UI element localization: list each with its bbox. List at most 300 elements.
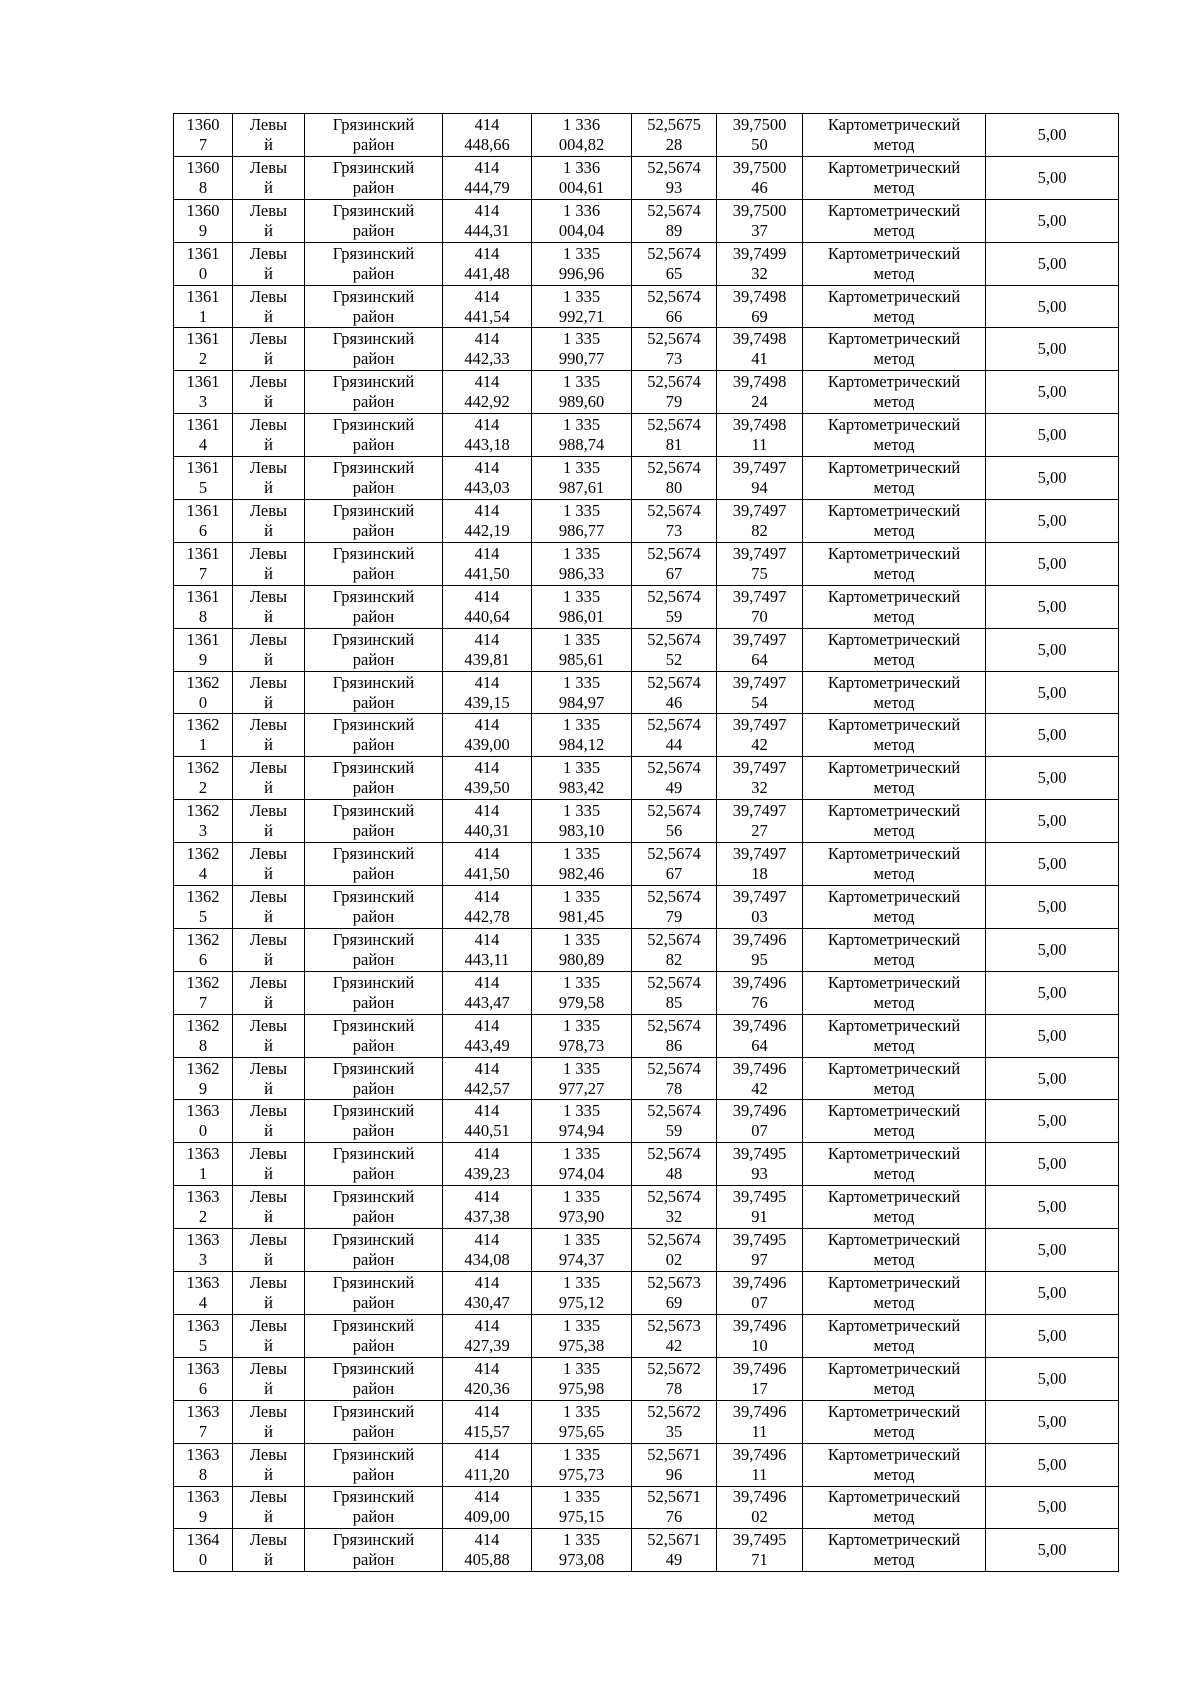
- y-coordinate-cell: [532, 1100, 632, 1143]
- latitude-cell: [632, 457, 717, 500]
- longitude-cell: [717, 585, 803, 628]
- y-coordinate-cell: [532, 928, 632, 971]
- side-cell-line: Левы: [249, 543, 288, 563]
- method-cell-line: метод: [873, 478, 915, 498]
- x-coordinate-cell: [443, 714, 532, 757]
- x-coordinate-cell-line: 414: [474, 1444, 500, 1464]
- longitude-cell-line: 39,7496: [732, 972, 787, 992]
- latitude-cell-line: 52,5674: [647, 929, 701, 949]
- side-cell-line: й: [264, 1121, 273, 1141]
- x-coordinate-cell: [443, 1229, 532, 1272]
- table-row: [174, 199, 1119, 242]
- longitude-cell-line: 39,7498: [732, 415, 787, 435]
- point-number-cell-line: 5: [198, 906, 208, 926]
- latitude-cell: [632, 1443, 717, 1486]
- latitude-cell-line: 78: [665, 1078, 683, 1098]
- y-coordinate-cell-line: 983,10: [558, 821, 605, 841]
- longitude-cell-line: 39,7497: [732, 715, 787, 735]
- latitude-cell-line: 52,5674: [647, 715, 701, 735]
- point-number-cell-line: 1363: [186, 1272, 220, 1292]
- point-number-cell-line: 1363: [186, 1101, 220, 1121]
- point-number-cell-line: 5: [198, 1335, 208, 1355]
- latitude-cell-line: 96: [665, 1464, 683, 1484]
- y-coordinate-cell: [532, 542, 632, 585]
- method-cell: [803, 1057, 986, 1100]
- method-cell: [803, 1443, 986, 1486]
- method-cell-line: Картометрический: [827, 500, 961, 520]
- table-row: [174, 457, 1119, 500]
- longitude-cell: [717, 328, 803, 371]
- side-cell-line: Левы: [249, 157, 288, 177]
- y-coordinate-cell-line: 1 335: [562, 1272, 601, 1292]
- district-cell-line: Грязинский: [332, 157, 415, 177]
- longitude-cell-line: 39,7495: [732, 1230, 787, 1250]
- table-row: [174, 328, 1119, 371]
- longitude-cell-line: 11: [751, 435, 768, 455]
- latitude-cell-line: 52,5674: [647, 629, 701, 649]
- side-cell-line: й: [264, 606, 273, 626]
- method-cell-line: метод: [873, 649, 915, 669]
- latitude-cell: [632, 328, 717, 371]
- method-cell-line: метод: [873, 1550, 915, 1570]
- point-number-cell-line: 9: [198, 1507, 208, 1527]
- side-cell-line: й: [264, 1335, 273, 1355]
- method-cell-line: Картометрический: [827, 1015, 961, 1035]
- longitude-cell-line: 76: [751, 992, 768, 1012]
- latitude-cell: [632, 242, 717, 285]
- latitude-cell-line: 59: [665, 606, 683, 626]
- longitude-cell: [717, 542, 803, 585]
- method-cell-line: метод: [873, 134, 915, 154]
- district-cell-line: Грязинский: [332, 243, 415, 263]
- error-cell: 5,00: [986, 1486, 1119, 1529]
- x-coordinate-cell-line: 440,31: [464, 821, 510, 841]
- x-coordinate-cell: [443, 757, 532, 800]
- district-cell-line: район: [352, 1378, 395, 1398]
- method-cell: [803, 199, 986, 242]
- point-number-cell-line: 0: [198, 1550, 208, 1570]
- longitude-cell-line: 64: [751, 649, 768, 669]
- table-row: [174, 1186, 1119, 1229]
- y-coordinate-cell: [532, 285, 632, 328]
- point-number-cell: [174, 1529, 233, 1572]
- method-cell-line: метод: [873, 906, 915, 926]
- longitude-cell-line: 64: [751, 1035, 768, 1055]
- latitude-cell-line: 73: [665, 520, 683, 540]
- y-coordinate-cell-line: 1 335: [562, 1530, 601, 1550]
- y-coordinate-cell: [532, 1014, 632, 1057]
- x-coordinate-cell: [443, 1400, 532, 1443]
- side-cell-line: й: [264, 735, 273, 755]
- district-cell-line: Грязинский: [332, 1358, 415, 1378]
- y-coordinate-cell-line: 1 335: [562, 801, 601, 821]
- method-cell-line: метод: [873, 392, 915, 412]
- side-cell-line: й: [264, 1421, 273, 1441]
- district-cell-line: Грязинский: [332, 1401, 415, 1421]
- y-coordinate-cell-line: 982,46: [558, 864, 605, 884]
- method-cell-line: Картометрический: [827, 886, 961, 906]
- y-coordinate-cell-line: 989,60: [558, 392, 605, 412]
- method-cell: [803, 1229, 986, 1272]
- method-cell-line: метод: [873, 692, 915, 712]
- longitude-cell-line: 07: [751, 1121, 768, 1141]
- latitude-cell-line: 44: [665, 735, 683, 755]
- longitude-cell-line: 39,7496: [732, 1358, 787, 1378]
- district-cell-line: район: [352, 1250, 395, 1270]
- district-cell: [305, 1314, 443, 1357]
- method-cell: [803, 1400, 986, 1443]
- latitude-cell-line: 52,5671: [647, 1530, 701, 1550]
- district-cell-line: район: [352, 1335, 395, 1355]
- district-cell: [305, 971, 443, 1014]
- district-cell-line: район: [352, 435, 395, 455]
- side-cell-line: й: [264, 177, 273, 197]
- x-coordinate-cell-line: 441,50: [464, 563, 510, 583]
- latitude-cell-line: 65: [665, 263, 683, 283]
- point-number-cell-line: 4: [198, 435, 208, 455]
- longitude-cell-line: 39,7499: [732, 243, 787, 263]
- point-number-cell: [174, 156, 233, 199]
- district-cell: [305, 714, 443, 757]
- side-cell: [233, 199, 305, 242]
- method-cell: [803, 628, 986, 671]
- side-cell-line: Левы: [249, 1101, 288, 1121]
- y-coordinate-cell: [532, 1272, 632, 1315]
- table-row: [174, 1100, 1119, 1143]
- method-cell-line: Картометрический: [827, 372, 961, 392]
- side-cell: [233, 1443, 305, 1486]
- side-cell-line: й: [264, 649, 273, 669]
- district-cell: [305, 843, 443, 886]
- side-cell-line: Левы: [249, 929, 288, 949]
- method-cell-line: Картометрический: [827, 286, 961, 306]
- latitude-cell: [632, 500, 717, 543]
- latitude-cell-line: 52,5674: [647, 672, 701, 692]
- longitude-cell: [717, 1529, 803, 1572]
- method-cell-line: метод: [873, 864, 915, 884]
- longitude-cell-line: 71: [751, 1550, 768, 1570]
- side-cell-line: Левы: [249, 1272, 288, 1292]
- x-coordinate-cell: [443, 500, 532, 543]
- latitude-cell-line: 67: [665, 864, 683, 884]
- latitude-cell: [632, 757, 717, 800]
- point-number-cell: [174, 1057, 233, 1100]
- y-coordinate-cell-line: 1 335: [562, 1401, 601, 1421]
- point-number-cell: [174, 971, 233, 1014]
- point-number-cell: [174, 542, 233, 585]
- method-cell-line: метод: [873, 1121, 915, 1141]
- x-coordinate-cell: [443, 1529, 532, 1572]
- y-coordinate-cell: [532, 1443, 632, 1486]
- x-coordinate-cell: [443, 971, 532, 1014]
- x-coordinate-cell-line: 414: [474, 415, 500, 435]
- method-cell: [803, 328, 986, 371]
- table-row: [174, 414, 1119, 457]
- y-coordinate-cell: [532, 114, 632, 157]
- side-cell-line: Левы: [249, 1187, 288, 1207]
- y-coordinate-cell-line: 974,04: [558, 1164, 605, 1184]
- latitude-cell-line: 52,5674: [647, 758, 701, 778]
- y-coordinate-cell: [532, 1486, 632, 1529]
- latitude-cell: [632, 585, 717, 628]
- point-number-cell: [174, 1443, 233, 1486]
- latitude-cell-line: 79: [665, 392, 683, 412]
- x-coordinate-cell: [443, 1314, 532, 1357]
- x-coordinate-cell: [443, 156, 532, 199]
- method-cell-line: Картометрический: [827, 844, 961, 864]
- x-coordinate-cell: [443, 671, 532, 714]
- latitude-cell: [632, 886, 717, 929]
- y-coordinate-cell-line: 984,97: [558, 692, 605, 712]
- longitude-cell-line: 69: [751, 306, 768, 326]
- method-cell: [803, 928, 986, 971]
- error-cell: 5,00: [986, 1529, 1119, 1572]
- district-cell: [305, 1186, 443, 1229]
- district-cell: [305, 285, 443, 328]
- error-cell: 5,00: [986, 757, 1119, 800]
- side-cell-line: Левы: [249, 844, 288, 864]
- y-coordinate-cell-line: 974,37: [558, 1250, 605, 1270]
- method-cell: [803, 500, 986, 543]
- side-cell-line: Левы: [249, 1230, 288, 1250]
- method-cell-line: Картометрический: [827, 1101, 961, 1121]
- latitude-cell-line: 52,5674: [647, 372, 701, 392]
- district-cell: [305, 1272, 443, 1315]
- method-cell-line: Картометрический: [827, 586, 961, 606]
- x-coordinate-cell-line: 411,20: [464, 1464, 510, 1484]
- point-number-cell-line: 1362: [186, 886, 220, 906]
- y-coordinate-cell-line: 004,82: [558, 134, 605, 154]
- method-cell-line: метод: [873, 1250, 915, 1270]
- side-cell-line: Левы: [249, 500, 288, 520]
- longitude-cell: [717, 1143, 803, 1186]
- y-coordinate-cell: [532, 500, 632, 543]
- point-number-cell-line: 1363: [186, 1315, 220, 1335]
- coordinates-table: [173, 113, 1119, 1572]
- longitude-cell-line: 39,7496: [732, 1101, 787, 1121]
- latitude-cell-line: 52,5673: [647, 1315, 701, 1335]
- point-number-cell-line: 4: [198, 1292, 208, 1312]
- x-coordinate-cell-line: 414: [474, 1315, 500, 1335]
- longitude-cell-line: 39,7497: [732, 886, 787, 906]
- latitude-cell-line: 52: [665, 649, 683, 669]
- district-cell: [305, 1100, 443, 1143]
- side-cell: [233, 371, 305, 414]
- x-coordinate-cell-line: 414: [474, 286, 500, 306]
- latitude-cell-line: 52,5674: [647, 1058, 701, 1078]
- table-row: [174, 1443, 1119, 1486]
- method-cell-line: Картометрический: [827, 715, 961, 735]
- longitude-cell: [717, 457, 803, 500]
- method-cell-line: метод: [873, 435, 915, 455]
- point-number-cell-line: 8: [198, 1464, 208, 1484]
- y-coordinate-cell-line: 1 335: [562, 1015, 601, 1035]
- point-number-cell: [174, 1400, 233, 1443]
- point-number-cell-line: 1361: [186, 458, 220, 478]
- district-cell-line: район: [352, 692, 395, 712]
- y-coordinate-cell-line: 1 335: [562, 844, 601, 864]
- point-number-cell: [174, 628, 233, 671]
- y-coordinate-cell: [532, 714, 632, 757]
- table-row: [174, 714, 1119, 757]
- error-cell: 5,00: [986, 843, 1119, 886]
- longitude-cell: [717, 114, 803, 157]
- x-coordinate-cell-line: 443,49: [464, 1035, 510, 1055]
- method-cell-line: Картометрический: [827, 415, 961, 435]
- longitude-cell-line: 39,7500: [732, 157, 787, 177]
- x-coordinate-cell-line: 414: [474, 1058, 500, 1078]
- latitude-cell-line: 52,5674: [647, 329, 701, 349]
- latitude-cell-line: 52,5674: [647, 1230, 701, 1250]
- side-cell-line: й: [264, 392, 273, 412]
- longitude-cell-line: 39,7497: [732, 844, 787, 864]
- point-number-cell-line: 1362: [186, 1058, 220, 1078]
- table-row: [174, 671, 1119, 714]
- latitude-cell-line: 56: [665, 821, 683, 841]
- point-number-cell-line: 1360: [186, 200, 220, 220]
- y-coordinate-cell: [532, 156, 632, 199]
- x-coordinate-cell: [443, 1143, 532, 1186]
- district-cell: [305, 1400, 443, 1443]
- x-coordinate-cell-line: 414: [474, 1358, 500, 1378]
- point-number-cell-line: 1362: [186, 1015, 220, 1035]
- longitude-cell: [717, 1357, 803, 1400]
- latitude-cell-line: 35: [665, 1421, 683, 1441]
- y-coordinate-cell: [532, 371, 632, 414]
- district-cell-line: район: [352, 1121, 395, 1141]
- district-cell-line: Грязинский: [332, 1272, 415, 1292]
- x-coordinate-cell-line: 414: [474, 929, 500, 949]
- method-cell: [803, 114, 986, 157]
- point-number-cell: [174, 585, 233, 628]
- error-cell: 5,00: [986, 242, 1119, 285]
- side-cell: [233, 542, 305, 585]
- x-coordinate-cell-line: 414: [474, 758, 500, 778]
- point-number-cell: [174, 886, 233, 929]
- x-coordinate-cell-line: 442,78: [464, 906, 510, 926]
- error-cell: 5,00: [986, 1314, 1119, 1357]
- y-coordinate-cell-line: 004,04: [558, 220, 605, 240]
- latitude-cell-line: 52,5674: [647, 157, 701, 177]
- table-row: [174, 500, 1119, 543]
- point-number-cell-line: 6: [198, 949, 208, 969]
- side-cell-line: Левы: [249, 801, 288, 821]
- longitude-cell: [717, 242, 803, 285]
- side-cell-line: й: [264, 349, 273, 369]
- x-coordinate-cell: [443, 199, 532, 242]
- method-cell: [803, 1100, 986, 1143]
- longitude-cell-line: 94: [751, 478, 768, 498]
- latitude-cell: [632, 199, 717, 242]
- district-cell-line: район: [352, 1164, 395, 1184]
- y-coordinate-cell-line: 981,45: [558, 906, 605, 926]
- error-cell: 5,00: [986, 542, 1119, 585]
- point-number-cell-line: 1362: [186, 844, 220, 864]
- side-cell-line: Левы: [249, 715, 288, 735]
- point-number-cell-line: 2: [198, 1207, 208, 1227]
- x-coordinate-cell-line: 439,00: [464, 735, 510, 755]
- table-row: [174, 542, 1119, 585]
- error-cell: 5,00: [986, 500, 1119, 543]
- x-coordinate-cell-line: 414: [474, 586, 500, 606]
- y-coordinate-cell: [532, 585, 632, 628]
- error-cell: 5,00: [986, 285, 1119, 328]
- y-coordinate-cell-line: 990,77: [558, 349, 605, 369]
- side-cell: [233, 242, 305, 285]
- y-coordinate-cell-line: 1 335: [562, 672, 601, 692]
- district-cell-line: Грязинский: [332, 1530, 415, 1550]
- district-cell-line: район: [352, 1464, 395, 1484]
- side-cell: [233, 1057, 305, 1100]
- longitude-cell: [717, 800, 803, 843]
- side-cell-line: Левы: [249, 758, 288, 778]
- latitude-cell: [632, 1314, 717, 1357]
- point-number-cell-line: 1361: [186, 243, 220, 263]
- y-coordinate-cell: [532, 671, 632, 714]
- latitude-cell: [632, 1143, 717, 1186]
- x-coordinate-cell-line: 414: [474, 844, 500, 864]
- side-cell-line: Левы: [249, 1144, 288, 1164]
- longitude-cell-line: 39,7495: [732, 1530, 787, 1550]
- longitude-cell-line: 39,7496: [732, 1401, 787, 1421]
- district-cell-line: район: [352, 1207, 395, 1227]
- longitude-cell: [717, 1272, 803, 1315]
- x-coordinate-cell-line: 448,66: [464, 134, 510, 154]
- point-number-cell-line: 1: [198, 306, 208, 326]
- latitude-cell-line: 93: [665, 177, 683, 197]
- table-row: [174, 371, 1119, 414]
- x-coordinate-cell-line: 442,33: [464, 349, 510, 369]
- x-coordinate-cell-line: 414: [474, 1187, 500, 1207]
- district-cell-line: Грязинский: [332, 114, 415, 134]
- method-cell-line: метод: [873, 306, 915, 326]
- longitude-cell-line: 39,7496: [732, 1444, 787, 1464]
- point-number-cell: [174, 1272, 233, 1315]
- longitude-cell-line: 39,7498: [732, 329, 787, 349]
- method-cell-line: Картометрический: [827, 200, 961, 220]
- district-cell: [305, 671, 443, 714]
- district-cell-line: район: [352, 606, 395, 626]
- error-cell: 5,00: [986, 628, 1119, 671]
- point-number-cell: [174, 1100, 233, 1143]
- method-cell-line: Картометрический: [827, 1530, 961, 1550]
- x-coordinate-cell-line: 442,92: [464, 392, 510, 412]
- district-cell: [305, 1057, 443, 1100]
- side-cell: [233, 285, 305, 328]
- district-cell-line: район: [352, 220, 395, 240]
- latitude-cell-line: 52,5671: [647, 1444, 701, 1464]
- y-coordinate-cell-line: 1 335: [562, 1487, 601, 1507]
- method-cell-line: Картометрический: [827, 672, 961, 692]
- method-cell-line: метод: [873, 220, 915, 240]
- table-row: [174, 1529, 1119, 1572]
- latitude-cell: [632, 714, 717, 757]
- y-coordinate-cell-line: 1 335: [562, 415, 601, 435]
- latitude-cell-line: 52,5674: [647, 1144, 701, 1164]
- side-cell-line: й: [264, 220, 273, 240]
- latitude-cell-line: 49: [665, 1550, 683, 1570]
- latitude-cell: [632, 843, 717, 886]
- point-number-cell-line: 1361: [186, 629, 220, 649]
- table-row: [174, 1486, 1119, 1529]
- method-cell: [803, 1272, 986, 1315]
- latitude-cell-line: 46: [665, 692, 683, 712]
- longitude-cell-line: 32: [751, 263, 768, 283]
- x-coordinate-cell-line: 414: [474, 629, 500, 649]
- error-cell: 5,00: [986, 971, 1119, 1014]
- method-cell-line: Картометрический: [827, 1358, 961, 1378]
- district-cell-line: район: [352, 563, 395, 583]
